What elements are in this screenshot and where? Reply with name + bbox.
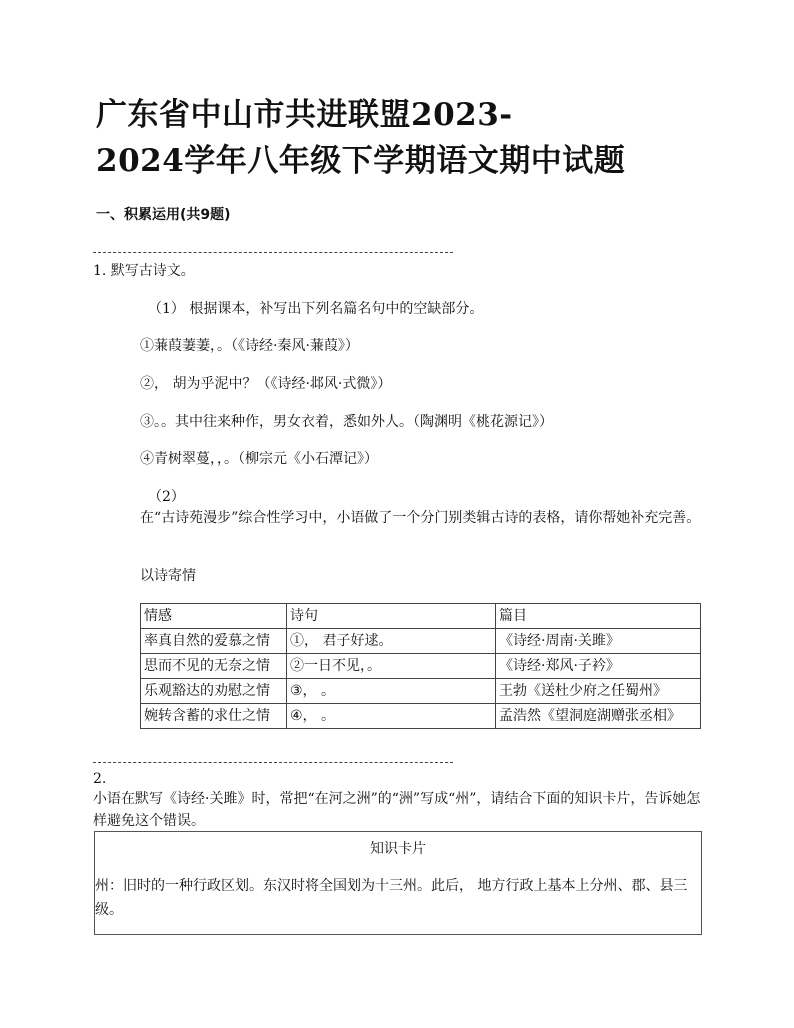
table-cell: 率真自然的爱慕之情 [141, 629, 287, 654]
table-cell: ③， 。 [287, 679, 496, 704]
question-2-number: 2. [93, 771, 107, 787]
table-caption: 以诗寄情 [140, 568, 196, 584]
table-cell: 《诗经·周南·关雎》 [496, 629, 701, 654]
question-1-stem: 1. 默写古诗文。 [93, 263, 195, 279]
poem-table [140, 603, 701, 729]
question-1-sub-2-text: 在“古诗苑漫步”综合性学习中，小语做了一个分门别类辑古诗的表格，请你帮她补充完善。 [140, 510, 701, 526]
knowledge-card-body: 州：旧时的一种行政区划。东汉时将全国划为十三州。此后， 地方行政上基本上分州、郡、县三级。 [95, 878, 688, 918]
table-header-row [141, 604, 701, 629]
question-1-item-3: ③。。其中往来种作，男女衣着，悉如外人。（陶渊明《桃花源记》） [140, 414, 553, 430]
table-header-cell: 情感 [141, 604, 287, 629]
table-cell: ②一日不见，。 [287, 654, 496, 679]
table-cell: ①， 君子好逑。 [287, 629, 496, 654]
knowledge-card [94, 831, 702, 935]
question-1-item-2: ②， 胡为乎泥中？（《诗经·邶风·式微》） [140, 376, 392, 392]
table-header-cell: 篇目 [496, 604, 701, 629]
divider-dashed [93, 252, 453, 253]
question-1-sub-2-number: （2） [148, 489, 185, 505]
title-line-1: 广东省中山市共进联盟2023- [96, 97, 513, 133]
table-cell: 孟浩然《望洞庭湖赠张丞相》 [496, 704, 701, 729]
section-heading: 一、积累运用(共9题) [96, 207, 231, 223]
document-title [96, 92, 625, 184]
table-header-cell: 诗句 [287, 604, 496, 629]
divider-dashed [93, 762, 453, 763]
table-cell: 《诗经·郑风·子衿》 [496, 654, 701, 679]
table-row [141, 704, 701, 729]
table-cell: 婉转含蓄的求仕之情 [141, 704, 287, 729]
table-row [141, 654, 701, 679]
question-2-stem: 小语在默写《诗经·关雎》时，常把“在河之洲”的“洲”写成“州”，请结合下面的知识卡片，告诉她怎样避免这个错误。 [93, 791, 701, 829]
table-cell: 乐观豁达的劝慰之情 [141, 679, 287, 704]
question-1-item-1: ①蒹葭萋萋，。（《诗经·秦风·蒹葭》） [140, 338, 359, 354]
table-cell: ④， 。 [287, 704, 496, 729]
question-1-sub-1: （1） 根据课本，补写出下列名篇名句中的空缺部分。 [148, 301, 484, 317]
table-row [141, 679, 701, 704]
question-1-item-4: ④青树翠蔓，，。（柳宗元《小石潭记》） [140, 451, 378, 467]
table-cell: 王勃《送杜少府之任蜀州》 [496, 679, 701, 704]
table-row [141, 629, 701, 654]
table-cell: 思而不见的无奈之情 [141, 654, 287, 679]
title-line-2: 2024学年八年级下学期语文期中试题 [96, 143, 626, 179]
knowledge-card-title: 知识卡片 [370, 841, 426, 857]
